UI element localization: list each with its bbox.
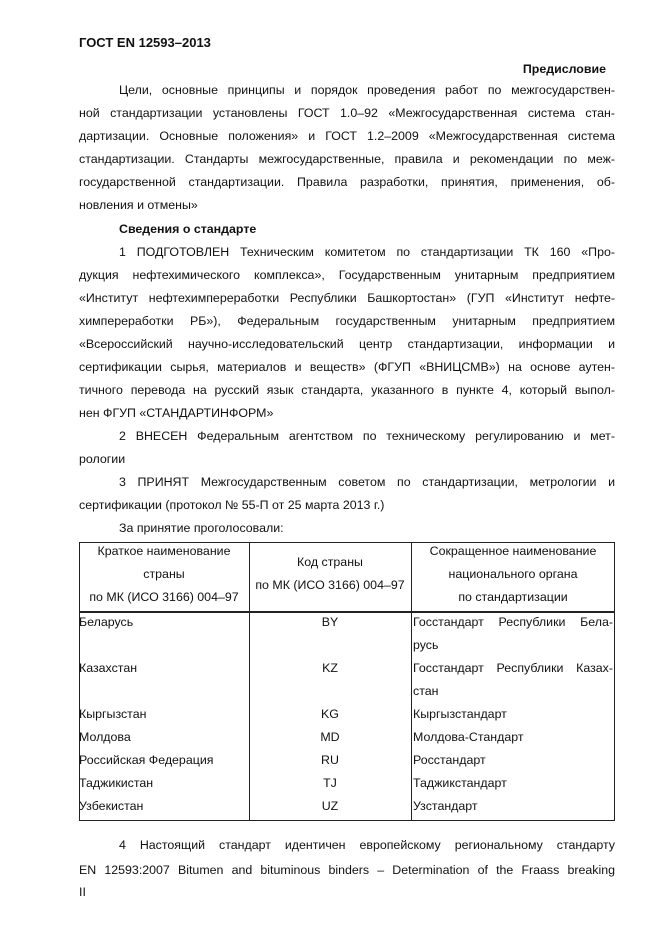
- body-cell: Кыргызстандарт: [413, 707, 507, 721]
- foreword-line: ной стандартизации установлены ГОСТ 1.0–92 «Межгосударственная система стан-: [79, 106, 615, 120]
- country-cell: Беларусь: [79, 615, 134, 629]
- table-header-cell: Краткое наименование: [97, 544, 231, 558]
- item1-line: нен ФГУП «СТАНДАРТИНФОРМ»: [79, 406, 274, 420]
- code-cell: KG: [321, 707, 339, 721]
- document-code: ГОСТ EN 12593–2013: [79, 35, 211, 50]
- item1-line: химпереработки РБ»), Федеральным государственным унитарным предприятием: [79, 314, 615, 328]
- foreword-line: стандартизации. Стандарты межгосударственные, правила и рекомендации по меж-: [79, 152, 615, 166]
- item3-line: 3 ПРИНЯТ Межгосударственным советом по стандартизации, метрологии и: [119, 475, 615, 489]
- item1-line: «Институт нефтехимпереработки Республики Башкортостан» (ГУП «Институт нефте-: [79, 291, 615, 305]
- item1-line: тичного перевода на русский язык стандарта, указанного в пункте 4, который выпол-: [79, 383, 615, 397]
- body-cell: русь: [413, 638, 439, 652]
- item2-line: рологии: [79, 452, 126, 466]
- item1-line: дукция нефтехимического комплекса», Государственным унитарным предприятием: [79, 268, 615, 282]
- voted-caption: За принятие проголосовали:: [119, 521, 284, 535]
- code-cell: UZ: [321, 799, 339, 813]
- code-cell: BY: [321, 615, 339, 629]
- table-header-cell: по МК (ИСО 3166) 004–97: [255, 578, 405, 592]
- table-header-cell: национального органа: [448, 567, 578, 581]
- item2-line: 2 ВНЕСЕН Федеральным агентством по техническому регулированию и мет-: [119, 429, 615, 443]
- item4-line: 4 Настоящий стандарт идентичен европейскому региональному стандарту: [119, 838, 615, 852]
- body-cell: стан: [413, 684, 439, 698]
- table-header-cell: Сокращенное наименование: [429, 544, 597, 558]
- country-cell: Российская Федерация: [79, 753, 214, 767]
- code-cell: TJ: [323, 776, 337, 790]
- table-header-cell: по стандартизации: [458, 590, 568, 604]
- country-cell: Молдова: [79, 730, 131, 744]
- foreword-line: дартизации. Основные положения» и ГОСТ 1.2–2009 «Межгосударственная система: [79, 129, 615, 143]
- voting-table: [79, 542, 615, 821]
- item1-line: 1 ПОДГОТОВЛЕН Техническим комитетом по стандартизации ТК 160 «Про-: [119, 245, 615, 259]
- table-header-cell: страны: [143, 567, 185, 581]
- country-cell: Таджикистан: [79, 776, 154, 790]
- table-header-cell: Код страны: [297, 555, 363, 569]
- foreword-line: государственной стандартизации. Правила разработки, принятия, применения, об-: [79, 175, 615, 189]
- foreword-title: [79, 61, 615, 77]
- code-cell: KZ: [322, 661, 338, 675]
- country-cell: Узбекистан: [79, 799, 144, 813]
- page-number: II: [79, 885, 86, 899]
- item3-line: сертификации (протокол № 55-П от 25 марта 2013 г.): [79, 498, 385, 512]
- info-title: Сведения о стандарте: [119, 222, 257, 236]
- table-header-cell: по МК (ИСО 3166) 004–97: [89, 590, 239, 604]
- body-cell: Госстандарт Республики Бела-: [413, 615, 613, 629]
- code-cell: MD: [320, 730, 340, 744]
- item4-line: EN 12593:2007 Bitumen and bituminous binders – Determination of the Fraass breaking: [79, 863, 615, 877]
- code-cell: RU: [321, 753, 339, 767]
- foreword-line: Цели, основные принципы и порядок проведения работ по межгосударствен-: [119, 83, 615, 97]
- body-cell: Узстандарт: [413, 799, 478, 813]
- item1-line: «Всероссийский научно-исследовательский центр стандартизации, информации и: [79, 337, 615, 351]
- country-cell: Казахстан: [79, 661, 138, 675]
- body-cell: Госстандарт Республики Казах-: [413, 661, 613, 675]
- body-cell: Росстандарт: [413, 753, 486, 767]
- country-cell: Кыргызстан: [79, 707, 147, 721]
- body-cell: Молдова-Стандарт: [413, 730, 524, 744]
- foreword-title-text: Предисловие: [522, 62, 606, 76]
- item1-line: сертификации сырья, материалов и веществ» (ФГУП «ВНИЦСМВ») на основе аутен-: [79, 360, 615, 374]
- body-cell: Таджикстандарт: [413, 776, 507, 790]
- foreword-line: новления и отмены»: [79, 198, 198, 212]
